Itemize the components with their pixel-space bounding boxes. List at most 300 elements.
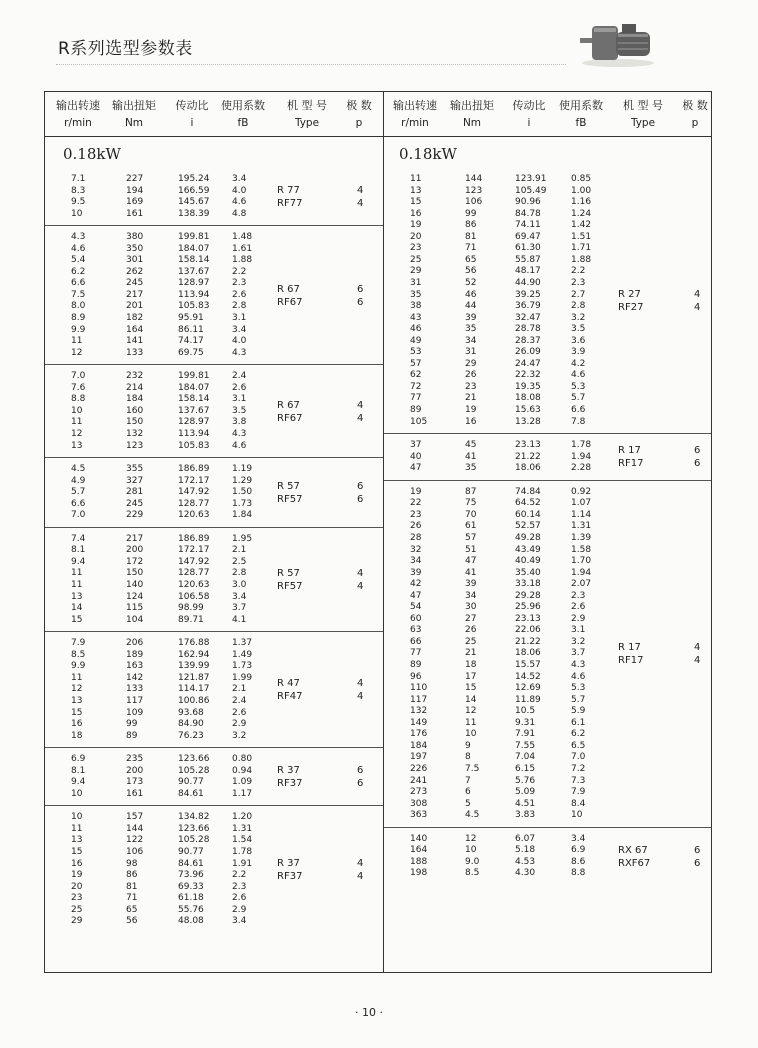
fb-cell: 4.3: [571, 660, 586, 670]
header-cn: 机 型 号: [287, 99, 327, 112]
ratio-cell: 14.52: [515, 671, 541, 682]
speed-cell: 19: [410, 220, 422, 231]
param-group: [45, 168, 383, 226]
torque-cell: 132: [126, 429, 144, 439]
torque-cell: 86: [465, 220, 477, 231]
torque-cell: 245: [126, 278, 144, 289]
header-cell-right-0: [387, 97, 443, 129]
torque-cell: 115: [126, 603, 144, 614]
ratio-cell: 13.28: [515, 416, 541, 427]
ratio-cell: 172.17: [178, 545, 210, 556]
torque-cell: 34: [465, 590, 477, 601]
ratio-cell: 60.14: [515, 509, 541, 520]
header-en: i: [190, 117, 194, 129]
torque-cell: 27: [465, 613, 477, 624]
fb-cell: 0.94: [232, 765, 253, 776]
speed-cell: 31: [410, 277, 422, 288]
torque-cell: 98: [126, 858, 138, 869]
ratio-cell: 21.22: [515, 451, 541, 462]
speed-cell: 226: [410, 763, 428, 774]
speed-cell: 28: [410, 532, 422, 543]
ratio-cell: 23.13: [515, 440, 541, 451]
torque-cell: 11: [465, 717, 477, 728]
fb-cell: 3.4: [232, 591, 247, 602]
speed-cell: 8.1: [71, 545, 86, 556]
speed-cell: 11: [410, 174, 422, 184]
speed-cell: 43: [410, 312, 422, 323]
torque-cell: 9: [465, 740, 471, 751]
fb-cell: 3.0: [232, 580, 247, 591]
fb-cell: 1.54: [232, 835, 253, 846]
fb-cell: 1.51: [571, 231, 592, 242]
torque-cell: 61: [465, 521, 477, 532]
type-cell: RF17: [618, 458, 644, 470]
speed-cell: 29: [71, 916, 83, 927]
speed-cell: 34: [410, 556, 422, 567]
speed-cell: 7.0: [71, 510, 86, 521]
ratio-cell: 10.5: [515, 706, 536, 717]
ratio-cell: 84.61: [178, 788, 204, 799]
ratio-cell: 12.69: [515, 683, 541, 694]
speed-cell: 110: [410, 683, 428, 694]
param-group: [45, 365, 383, 458]
speed-cell: 46: [410, 324, 422, 335]
ratio-cell: 33.18: [515, 579, 541, 590]
type-cell: R 17: [618, 642, 641, 654]
speed-cell: 23: [71, 893, 83, 904]
ratio-cell: 61.18: [178, 893, 204, 904]
speed-cell: 29: [410, 266, 422, 277]
ratio-cell: 90.77: [178, 777, 204, 788]
fb-cell: 1.61: [232, 243, 253, 254]
header-cell-right-5: [667, 97, 723, 129]
header-cell-left-1: [106, 97, 162, 129]
fb-cell: 1.70: [571, 556, 592, 567]
ratio-cell: 19.35: [515, 381, 541, 392]
fb-cell: 4.3: [232, 429, 247, 439]
speed-cell: 15: [410, 197, 422, 208]
fb-cell: 1.00: [571, 185, 592, 196]
pole-cell: 6: [694, 844, 701, 856]
header-en: p: [691, 117, 699, 129]
ratio-cell: 55.76: [178, 904, 204, 915]
fb-cell: 2.7: [571, 289, 586, 300]
speed-cell: 49: [410, 335, 422, 346]
torque-cell: 194: [126, 185, 144, 196]
fb-cell: 1.73: [232, 661, 253, 672]
type-cell: R 17: [618, 445, 641, 457]
speed-cell: 40: [410, 451, 422, 462]
torque-cell: 6: [465, 787, 471, 798]
fb-cell: 1.84: [232, 510, 253, 521]
fb-cell: 1.88: [232, 255, 253, 266]
speed-cell: 188: [410, 856, 428, 867]
fb-cell: 5.3: [571, 381, 586, 392]
fb-cell: 7.0: [571, 752, 586, 763]
speed-cell: 26: [410, 521, 422, 532]
ratio-cell: 137.67: [178, 266, 210, 277]
type-cell: R 57: [277, 480, 300, 492]
speed-cell: 15: [71, 707, 83, 718]
torque-cell: 104: [126, 614, 144, 625]
torque-cell: 106: [465, 197, 483, 208]
ratio-cell: 186.89: [178, 464, 210, 475]
speed-cell: 8.3: [71, 185, 86, 196]
speed-cell: 66: [410, 636, 422, 647]
torque-cell: 350: [126, 243, 144, 254]
pole-cell: 6: [357, 283, 364, 295]
type-cell: RF27: [618, 302, 644, 314]
speed-cell: 23: [410, 509, 422, 520]
ratio-cell: 5.76: [515, 775, 536, 786]
speed-cell: 22: [410, 498, 422, 509]
torque-cell: 44: [465, 301, 477, 312]
fb-cell: 2.6: [232, 289, 247, 300]
header-en: r/min: [64, 117, 92, 129]
pole-cell: 4: [694, 302, 701, 314]
torque-cell: 124: [126, 591, 144, 602]
speed-cell: 308: [410, 798, 428, 809]
torque-cell: 227: [126, 174, 144, 184]
fb-cell: 8.4: [571, 798, 586, 809]
type-cell: RF67: [277, 412, 303, 424]
ratio-cell: 113.94: [178, 429, 210, 439]
torque-cell: 7.5: [465, 763, 480, 774]
torque-cell: 106: [126, 847, 144, 858]
fb-cell: 4.8: [232, 208, 247, 219]
fb-cell: 2.5: [232, 556, 247, 567]
type-cell: R 37: [277, 765, 300, 777]
fb-cell: 3.7: [571, 648, 586, 659]
header-cell-right-3: [553, 97, 609, 129]
pole-cell: 4: [357, 198, 364, 210]
ratio-cell: 44.90: [515, 277, 541, 288]
fb-cell: 1.20: [232, 812, 253, 823]
torque-cell: 56: [465, 266, 477, 277]
ratio-cell: 15.57: [515, 660, 541, 670]
ratio-cell: 123.66: [178, 754, 210, 765]
torque-cell: 86: [126, 870, 138, 881]
fb-cell: 3.4: [232, 324, 247, 335]
header-cell-left-3: [215, 97, 271, 129]
speed-cell: 13: [71, 591, 83, 602]
ratio-cell: 9.31: [515, 717, 536, 728]
pole-cell: 4: [357, 581, 364, 593]
fb-cell: 4.0: [232, 336, 247, 347]
speed-cell: 10: [71, 788, 83, 799]
torque-cell: 41: [465, 451, 477, 462]
speed-cell: 4.3: [71, 232, 86, 243]
type-cell: RF47: [277, 691, 303, 703]
speed-cell: 16: [71, 858, 83, 869]
speed-cell: 11: [71, 580, 83, 591]
speed-cell: 10: [71, 812, 83, 823]
fb-cell: 3.4: [232, 174, 247, 184]
speed-cell: 13: [71, 696, 83, 706]
torque-cell: 19: [465, 405, 477, 415]
speed-cell: 89: [410, 660, 422, 670]
ratio-cell: 113.94: [178, 289, 210, 300]
speed-cell: 60: [410, 613, 422, 624]
speed-cell: 47: [410, 590, 422, 601]
speed-cell: 6.9: [71, 754, 86, 765]
speed-cell: 8.8: [71, 394, 86, 405]
torque-cell: 133: [126, 684, 144, 695]
fb-cell: 2.1: [232, 684, 247, 695]
ratio-cell: 195.24: [178, 174, 210, 184]
torque-cell: 31: [465, 347, 477, 358]
pole-cell: 4: [357, 691, 364, 703]
param-group: [45, 226, 383, 365]
speed-cell: 4.6: [71, 243, 86, 254]
speed-cell: 20: [410, 231, 422, 242]
ratio-cell: 52.57: [515, 521, 541, 532]
type-cell: RF67: [277, 296, 303, 308]
ratio-cell: 36.79: [515, 301, 541, 312]
pole-cell: 6: [357, 296, 364, 308]
fb-cell: 3.5: [571, 324, 586, 335]
fb-cell: 2.4: [232, 371, 247, 382]
speed-cell: 5.4: [71, 255, 86, 266]
torque-cell: 21: [465, 393, 477, 404]
torque-cell: 301: [126, 255, 144, 266]
ratio-cell: 84.61: [178, 858, 204, 869]
torque-cell: 7: [465, 775, 471, 786]
speed-cell: 14: [71, 603, 83, 614]
speed-cell: 37: [410, 440, 422, 451]
torque-cell: 150: [126, 568, 144, 579]
ratio-cell: 128.77: [178, 498, 210, 509]
pole-cell: 4: [694, 655, 701, 667]
ratio-cell: 11.89: [515, 694, 541, 705]
ratio-cell: 18.06: [515, 463, 541, 474]
speed-cell: 63: [410, 625, 422, 636]
header-cn: 传动比: [175, 99, 209, 112]
title-rule: [56, 64, 566, 65]
ratio-cell: 61.30: [515, 243, 541, 254]
torque-cell: 21: [465, 648, 477, 659]
speed-cell: 7.4: [71, 533, 86, 544]
speed-cell: 16: [71, 719, 83, 730]
torque-cell: 99: [465, 208, 477, 219]
torque-cell: 46: [465, 289, 477, 300]
torque-cell: 214: [126, 382, 144, 393]
speed-cell: 241: [410, 775, 428, 786]
speed-cell: 363: [410, 810, 428, 821]
fb-cell: 0.85: [571, 174, 592, 184]
ratio-cell: 15.63: [515, 405, 541, 415]
torque-cell: 140: [126, 580, 144, 591]
selection-table: [44, 91, 712, 973]
torque-cell: 47: [465, 556, 477, 567]
torque-cell: 142: [126, 672, 144, 683]
speed-cell: 72: [410, 381, 422, 392]
page-number: · 10 ·: [355, 1006, 383, 1019]
speed-cell: 77: [410, 393, 422, 404]
ratio-cell: 7.91: [515, 729, 536, 740]
torque-cell: 71: [126, 893, 138, 904]
fb-cell: 1.19: [232, 464, 253, 475]
fb-cell: 6.5: [571, 740, 586, 751]
torque-cell: 235: [126, 754, 144, 765]
torque-cell: 184: [126, 394, 144, 405]
torque-cell: 12: [465, 706, 477, 717]
ratio-cell: 123.66: [178, 823, 210, 834]
torque-cell: 206: [126, 638, 144, 649]
pole-cell: 6: [357, 765, 364, 777]
fb-cell: 5.7: [571, 393, 586, 404]
pole-cell: 4: [357, 412, 364, 424]
pole-cell: 4: [357, 871, 364, 883]
speed-cell: 12: [71, 347, 83, 358]
ratio-cell: 162.94: [178, 649, 210, 660]
fb-cell: 6.6: [571, 405, 586, 415]
speed-cell: 15: [71, 614, 83, 625]
torque-cell: 17: [465, 671, 477, 682]
speed-cell: 132: [410, 706, 428, 717]
torque-cell: 81: [126, 881, 138, 892]
fb-cell: 1.91: [232, 858, 253, 869]
speed-cell: 9.9: [71, 661, 86, 672]
fb-cell: 1.17: [232, 788, 253, 799]
speed-cell: 25: [410, 254, 422, 265]
type-cell: R 57: [277, 568, 300, 580]
fb-cell: 1.14: [571, 509, 592, 520]
pole-cell: 4: [357, 399, 364, 411]
fb-cell: 3.5: [232, 405, 247, 416]
header-cn: 传动比: [512, 99, 546, 112]
pole-cell: 4: [357, 185, 364, 197]
speed-cell: 11: [71, 823, 83, 834]
speed-cell: 184: [410, 740, 428, 751]
header-cell-left-4: [279, 97, 335, 129]
torque-cell: 26: [465, 370, 477, 381]
fb-cell: 3.4: [232, 916, 247, 927]
ratio-cell: 5.09: [515, 787, 536, 798]
type-cell: R 27: [618, 289, 641, 301]
fb-cell: 3.9: [571, 347, 586, 358]
speed-cell: 8.1: [71, 765, 86, 776]
ratio-cell: 134.82: [178, 812, 210, 823]
ratio-cell: 106.58: [178, 591, 210, 602]
ratio-cell: 73.96: [178, 870, 204, 881]
fb-cell: 1.37: [232, 638, 253, 649]
torque-cell: 355: [126, 464, 144, 475]
ratio-cell: 105.28: [178, 765, 210, 776]
type-cell: R 37: [277, 858, 300, 870]
ratio-cell: 69.33: [178, 881, 204, 892]
fb-cell: 3.1: [571, 625, 586, 636]
header-cell-right-4: [615, 97, 671, 129]
speed-cell: 7.5: [71, 289, 86, 300]
ratio-cell: 128.97: [178, 278, 210, 289]
ratio-cell: 90.77: [178, 847, 204, 858]
fb-cell: 7.9: [571, 787, 586, 798]
ratio-cell: 139.99: [178, 661, 210, 672]
power-label-right: 0.18kW: [399, 145, 457, 163]
ratio-cell: 6.15: [515, 763, 536, 774]
fb-cell: 4.6: [232, 440, 247, 451]
ratio-cell: 84.78: [515, 208, 541, 219]
fb-cell: 3.2: [571, 312, 586, 323]
ratio-cell: 22.06: [515, 625, 541, 636]
type-cell: RF57: [277, 493, 303, 505]
speed-cell: 11: [71, 336, 83, 347]
ratio-cell: 89.71: [178, 614, 204, 625]
ratio-cell: 184.07: [178, 243, 210, 254]
ratio-cell: 5.18: [515, 845, 536, 856]
header-cell-left-5: [331, 97, 387, 129]
ratio-cell: 69.47: [515, 231, 541, 242]
fb-cell: 3.7: [232, 603, 247, 614]
fb-cell: 4.6: [232, 197, 247, 208]
speed-cell: 8.9: [71, 313, 86, 324]
fb-cell: 3.8: [232, 417, 247, 428]
speed-cell: 13: [410, 185, 422, 196]
ratio-cell: 120.63: [178, 580, 210, 591]
type-cell: RF37: [277, 778, 303, 790]
torque-cell: 23: [465, 381, 477, 392]
fb-cell: 1.29: [232, 475, 253, 486]
header-en: r/min: [401, 117, 429, 129]
pole-cell: 4: [357, 568, 364, 580]
speed-cell: 39: [410, 567, 422, 578]
fb-cell: 1.73: [232, 498, 253, 509]
param-group: [45, 632, 383, 748]
torque-cell: 9.0: [465, 856, 480, 867]
type-cell: RXF67: [618, 857, 651, 869]
type-cell: RF37: [277, 871, 303, 883]
torque-cell: 65: [126, 904, 138, 915]
torque-cell: 161: [126, 208, 144, 219]
header-cn: 输出扭矩: [450, 99, 494, 112]
torque-cell: 169: [126, 197, 144, 208]
torque-cell: 163: [126, 661, 144, 672]
fb-cell: 6.2: [571, 729, 586, 740]
speed-cell: 164: [410, 845, 428, 856]
speed-cell: 89: [410, 405, 422, 415]
ratio-cell: 74.11: [515, 220, 541, 231]
ratio-cell: 105.83: [178, 440, 210, 451]
speed-cell: 8.0: [71, 301, 86, 312]
ratio-cell: 138.39: [178, 208, 210, 219]
fb-cell: 2.6: [232, 893, 247, 904]
speed-cell: 198: [410, 868, 428, 879]
ratio-cell: 120.63: [178, 510, 210, 521]
fb-cell: 1.42: [571, 220, 592, 231]
table-header: [45, 92, 711, 137]
speed-cell: 62: [410, 370, 422, 381]
type-cell: RX 67: [618, 844, 648, 856]
ratio-cell: 105.28: [178, 835, 210, 846]
fb-cell: 8.6: [571, 856, 586, 867]
ratio-cell: 39.25: [515, 289, 541, 300]
ratio-cell: 22.32: [515, 370, 541, 381]
ratio-cell: 184.07: [178, 382, 210, 393]
ratio-cell: 172.17: [178, 475, 210, 486]
pole-cell: 6: [694, 458, 701, 470]
fb-cell: 2.8: [232, 301, 247, 312]
ratio-cell: 128.97: [178, 417, 210, 428]
torque-cell: 30: [465, 602, 477, 613]
ratio-cell: 64.52: [515, 498, 541, 509]
fb-cell: 3.1: [232, 394, 247, 405]
ratio-cell: 4.30: [515, 868, 536, 879]
torque-cell: 45: [465, 440, 477, 451]
torque-cell: 81: [465, 231, 477, 242]
fb-cell: 1.07: [571, 498, 592, 509]
torque-cell: 65: [465, 254, 477, 265]
